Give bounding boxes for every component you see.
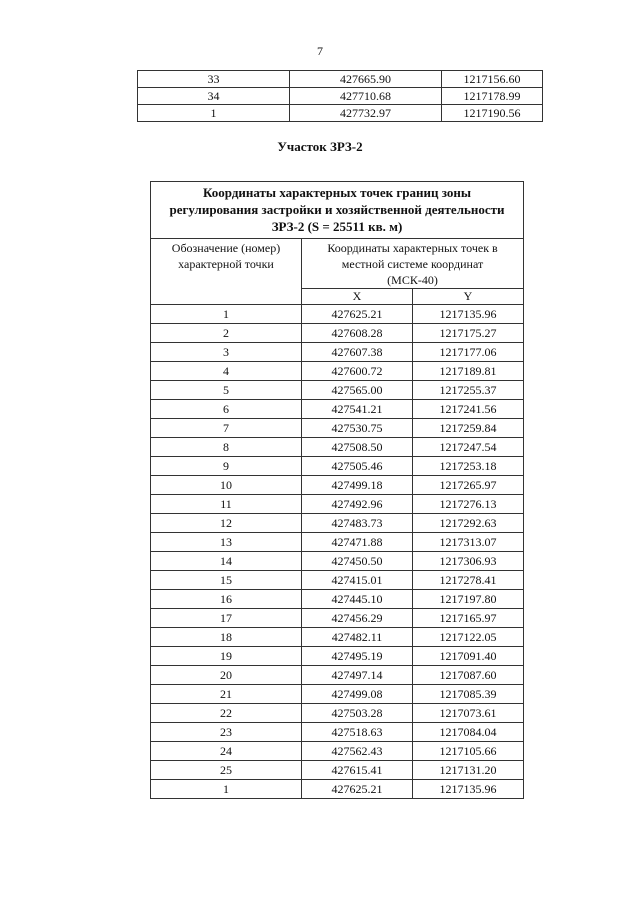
point-number-cell: 33 (138, 71, 290, 88)
table-row (151, 514, 524, 533)
y-coordinate-cell: 1217259.84 (413, 419, 524, 438)
x-coordinate-cell: 427562.43 (302, 742, 413, 761)
column-header-point-line-2: характерной точки (178, 257, 274, 271)
table-row (151, 685, 524, 704)
y-coordinate-cell: 1217313.07 (413, 533, 524, 552)
y-coordinate-cell: 1217241.56 (413, 400, 524, 419)
point-number-cell: 17 (151, 609, 302, 628)
point-number-cell: 19 (151, 647, 302, 666)
table-row (151, 704, 524, 723)
x-coordinate-cell: 427483.73 (302, 514, 413, 533)
x-coordinate-cell: 427497.14 (302, 666, 413, 685)
table-row (151, 476, 524, 495)
y-coordinate-cell: 1217091.40 (413, 647, 524, 666)
point-number-cell: 1 (151, 780, 302, 799)
x-coordinate-cell: 427565.00 (302, 381, 413, 400)
y-coordinate-cell: 1217197.80 (413, 590, 524, 609)
y-coordinate-cell: 1217255.37 (413, 381, 524, 400)
x-coordinate-cell: 427445.10 (302, 590, 413, 609)
x-coordinate-cell: 427415.01 (302, 571, 413, 590)
y-coordinate-cell: 1217278.41 (413, 571, 524, 590)
table-row (151, 381, 524, 400)
y-coordinate-cell: 1217177.06 (413, 343, 524, 362)
continued-coordinates-table (137, 70, 543, 122)
y-coordinate-cell: 1217084.04 (413, 723, 524, 742)
x-coordinate-cell: 427499.08 (302, 685, 413, 704)
y-coordinate-cell: 1217292.63 (413, 514, 524, 533)
y-coordinate-cell: 1217178.99 (442, 88, 543, 105)
x-coordinate-cell: 427482.11 (302, 628, 413, 647)
y-coordinate-cell: 1217073.61 (413, 704, 524, 723)
y-coordinate-cell: 1217265.97 (413, 476, 524, 495)
column-header-y: Y (413, 289, 524, 305)
page-number: 7 (317, 44, 323, 58)
point-number-cell: 18 (151, 628, 302, 647)
y-coordinate-cell: 1217135.96 (413, 305, 524, 324)
point-number-cell: 24 (151, 742, 302, 761)
point-number-cell: 34 (138, 88, 290, 105)
point-number-cell: 13 (151, 533, 302, 552)
table-row (151, 628, 524, 647)
y-coordinate-cell: 1217131.20 (413, 761, 524, 780)
y-coordinate-cell: 1217253.18 (413, 457, 524, 476)
table-row (151, 609, 524, 628)
table-caption-line-2: регулирования застройки и хозяйственной деятельности (169, 202, 505, 217)
point-number-cell: 11 (151, 495, 302, 514)
x-coordinate-cell: 427495.19 (302, 647, 413, 666)
table-row (151, 761, 524, 780)
point-number-cell: 4 (151, 362, 302, 381)
y-coordinate-cell: 1217122.05 (413, 628, 524, 647)
y-coordinate-cell: 1217306.93 (413, 552, 524, 571)
y-coordinate-cell: 1217135.96 (413, 780, 524, 799)
point-number-cell: 6 (151, 400, 302, 419)
x-coordinate-cell: 427471.88 (302, 533, 413, 552)
coordinates-table-header (151, 182, 524, 305)
table-caption-line-1: Координаты характерных точек границ зоны (202, 185, 472, 200)
point-number-cell: 8 (151, 438, 302, 457)
table-caption (151, 182, 524, 239)
table-row (138, 88, 543, 105)
y-coordinate-cell: 1217247.54 (413, 438, 524, 457)
table-row (151, 400, 524, 419)
table-row (151, 723, 524, 742)
point-number-cell: 12 (151, 514, 302, 533)
column-header-coordinates-line-1: Координаты характерных точек в (327, 241, 498, 255)
x-coordinate-cell: 427503.28 (302, 704, 413, 723)
x-coordinate-cell: 427665.90 (290, 71, 442, 88)
x-coordinate-cell: 427732.97 (290, 105, 442, 122)
column-header-coordinates-line-3: (МСК-40) (387, 273, 438, 287)
point-number-cell: 3 (151, 343, 302, 362)
point-number-cell: 21 (151, 685, 302, 704)
column-header-point-line-1: Обозначение (номер) (171, 241, 281, 255)
y-coordinate-cell: 1217085.39 (413, 685, 524, 704)
point-number-cell: 14 (151, 552, 302, 571)
point-number-cell: 1 (151, 305, 302, 324)
column-header-point (151, 239, 302, 305)
y-coordinate-cell: 1217105.66 (413, 742, 524, 761)
point-number-cell: 22 (151, 704, 302, 723)
table-row (138, 105, 543, 122)
table-caption-line-3: ЗРЗ-2 (S = 25511 кв. м) (271, 219, 403, 234)
x-coordinate-cell: 427608.28 (302, 324, 413, 343)
x-coordinate-cell: 427499.18 (302, 476, 413, 495)
table-row (151, 533, 524, 552)
point-number-cell: 20 (151, 666, 302, 685)
point-number-cell: 2 (151, 324, 302, 343)
column-header-coordinates-line-2: местной системе координат (341, 257, 484, 271)
x-coordinate-cell: 427518.63 (302, 723, 413, 742)
column-header-x: X (302, 289, 413, 305)
x-coordinate-cell: 427450.50 (302, 552, 413, 571)
y-coordinate-cell: 1217156.60 (442, 71, 543, 88)
table-row (151, 495, 524, 514)
table-row (151, 324, 524, 343)
table-row (151, 343, 524, 362)
point-number-cell: 7 (151, 419, 302, 438)
point-number-cell: 16 (151, 590, 302, 609)
y-coordinate-cell: 1217165.97 (413, 609, 524, 628)
table-row (151, 552, 524, 571)
table-row (151, 666, 524, 685)
point-number-cell: 23 (151, 723, 302, 742)
x-coordinate-cell: 427541.21 (302, 400, 413, 419)
continued-table-body (138, 71, 543, 122)
coordinates-table (150, 181, 524, 799)
point-number-cell: 1 (138, 105, 290, 122)
table-row (151, 305, 524, 324)
section-title: Участок ЗРЗ-2 (277, 139, 363, 154)
table-row (151, 457, 524, 476)
x-coordinate-cell: 427456.29 (302, 609, 413, 628)
y-coordinate-cell: 1217190.56 (442, 105, 543, 122)
table-row (151, 647, 524, 666)
x-coordinate-cell: 427625.21 (302, 305, 413, 324)
table-row (151, 362, 524, 381)
table-row (151, 742, 524, 761)
y-coordinate-cell: 1217189.81 (413, 362, 524, 381)
coordinates-table-body (151, 305, 524, 799)
column-header-coordinates (302, 239, 524, 289)
table-row (138, 71, 543, 88)
x-coordinate-cell: 427530.75 (302, 419, 413, 438)
table-row (151, 419, 524, 438)
y-coordinate-cell: 1217087.60 (413, 666, 524, 685)
x-coordinate-cell: 427508.50 (302, 438, 413, 457)
x-coordinate-cell: 427615.41 (302, 761, 413, 780)
x-coordinate-cell: 427710.68 (290, 88, 442, 105)
x-coordinate-cell: 427607.38 (302, 343, 413, 362)
x-coordinate-cell: 427625.21 (302, 780, 413, 799)
table-row (151, 571, 524, 590)
point-number-cell: 15 (151, 571, 302, 590)
x-coordinate-cell: 427505.46 (302, 457, 413, 476)
table-row (151, 780, 524, 799)
y-coordinate-cell: 1217276.13 (413, 495, 524, 514)
x-coordinate-cell: 427600.72 (302, 362, 413, 381)
point-number-cell: 9 (151, 457, 302, 476)
point-number-cell: 10 (151, 476, 302, 495)
table-row (151, 590, 524, 609)
y-coordinate-cell: 1217175.27 (413, 324, 524, 343)
point-number-cell: 25 (151, 761, 302, 780)
point-number-cell: 5 (151, 381, 302, 400)
x-coordinate-cell: 427492.96 (302, 495, 413, 514)
table-row (151, 438, 524, 457)
